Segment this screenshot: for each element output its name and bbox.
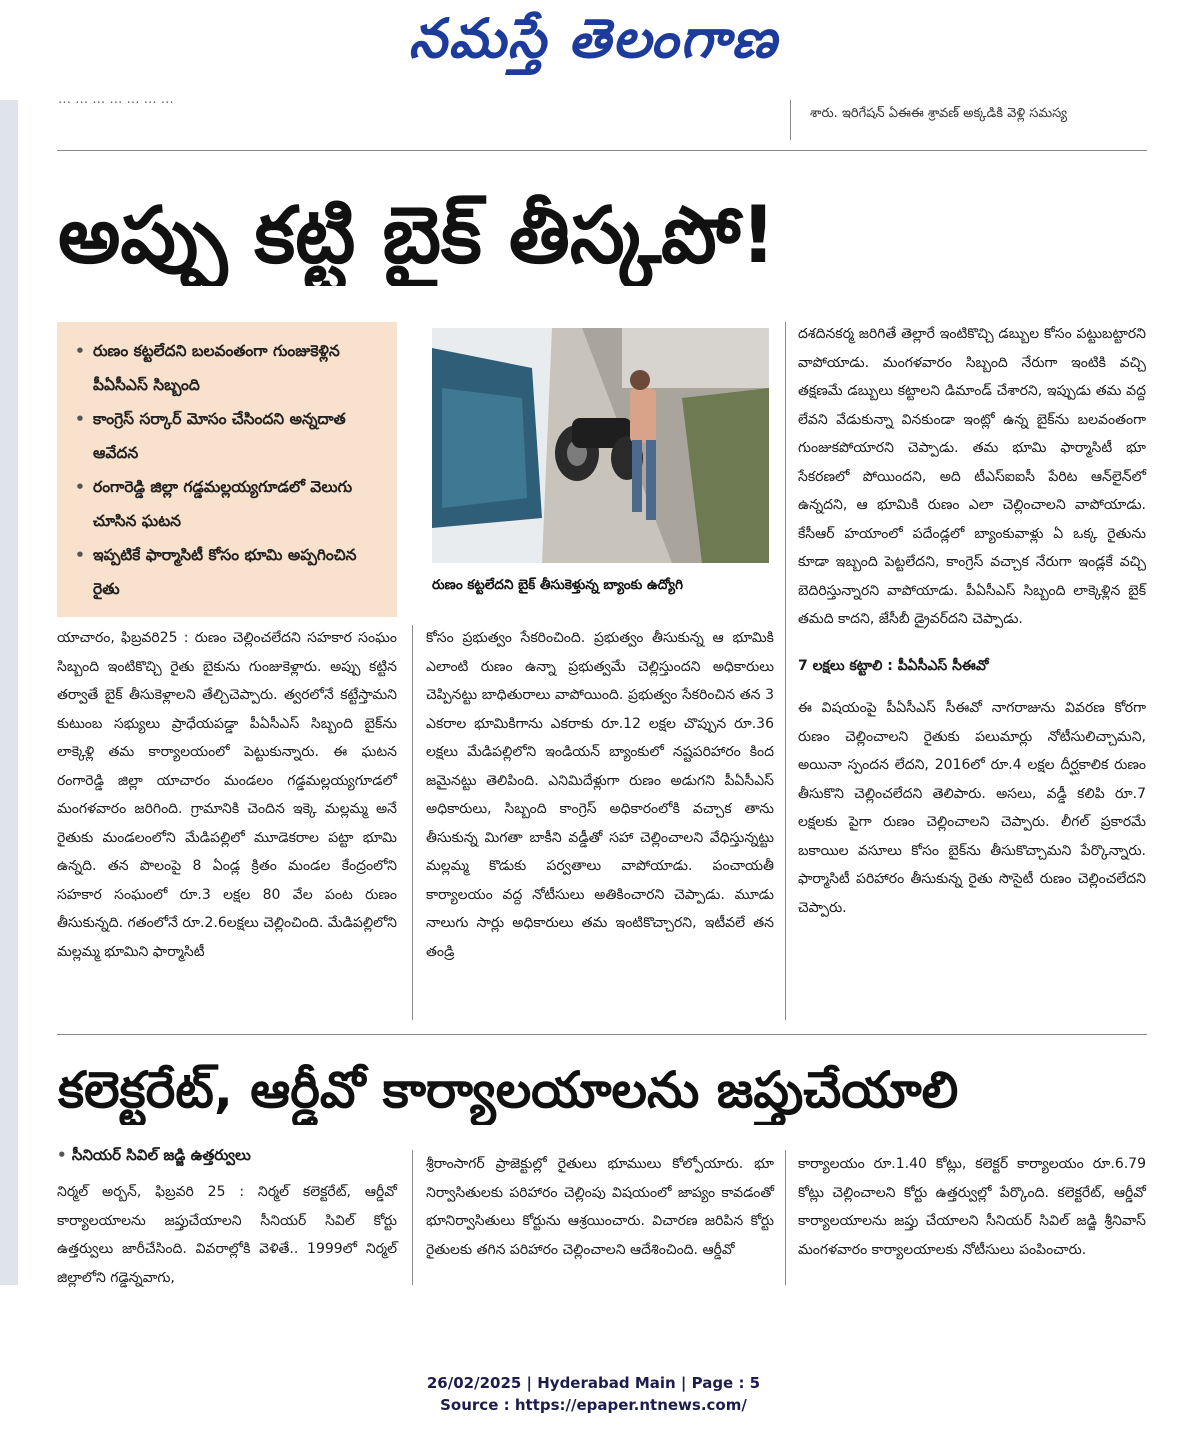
story2-col3-text: కార్యాలయం రూ.1.40 కోట్లు, కలెక్టర్ కార్యాలయం రూ.6.79 కోట్లు చెల్లించాలని కోర్టు ఉత్తర్వుల్లో పేర్కొంది. కలెక్టరేట్, ఆర్డీవో కార్యాలయాలను జప్తు చేయాలని సీనియర్ సివిల్ జడ్జి శ్రీనివాస్ మంగళవారం కార్యాలయాలకు నోటీసులు పంపించారు. <box>798 1156 1146 1258</box>
story1-column-3 <box>798 320 1146 922</box>
column-divider <box>412 625 413 1020</box>
column-divider <box>412 1150 413 1285</box>
story1-headline: అప్పు కట్టి బైక్ తీస్కపో! <box>58 191 777 281</box>
highlight-item: • రంగారెడ్డి జిల్లా గడ్డమల్లయ్యగూడలో వెలుగు చూసిన ఘటన <box>75 470 387 538</box>
story1-col2-text: కోసం ప్రభుత్వం సేకరించింది. ప్రభుత్వం తీసుకున్న ఆ భూమికి ఎలాంటి రుణం ఉన్నా ప్రభుత్వమే చెల్లిస్తుందని అధికారులు చెప్పినట్టు బాధితురాలు వాపోయింది. ప్రభుత్వం సేకరించిన తన 3 ఎకరాల భూమికిగాను ఎకరాకు రూ.12 లక్షల చొప్పున రూ.36 లక్షలు మేడిపల్లిలోని ఇండియన్ బ్యాంకులో నష్టపరిహారం కింద జమైనట్టు తెలిపింది. ఎనిమిదేళ్లుగా రుణం అడుగని పీఏసీఎస్ అధికారులు, సిబ్బంది కాంగ్రెస్ అధికారంలోకి వచ్చాక తాను తీసుకున్న మిగతా బాకీని వడ్డీతో సహా చెల్లించాలని వేధిస్తున్నట్టు మల్లమ్మ కొడుకు పర్వతాలు వాపోయాడు. పంచాయతీ కార్యాలయం వద్ద నోటీసులు అతికించారని చెప్పాడు. మూడు నాలుగు సార్లు అధికారులు తమ ఇంటికొచ్చారని, ఇటీవలే తన తండ్రి <box>426 630 774 960</box>
bank-employee-bike-photo <box>432 328 769 563</box>
story1-col1-text: యాచారం, ఫిబ్రవరి25 : రుణం చెల్లించలేదని సహకార సంఘం సిబ్బంది ఇంటికొచ్చి రైతు బైకును గుంజుకెళ్లారు. అప్పు కట్టిన తర్వాతే బైక్ తీసుకెళ్లాలని తేల్చిచెప్పారు. త్వరలోనే కట్టేస్తామని కుటుంబ సభ్యులు ప్రాధేయపడ్డా పీఏసీఎస్ సిబ్బంది బైక్‌ను లాక్కెళ్లి తమ కార్యాలయంలో పెట్టుకున్నారు. ఈ ఘటన రంగారెడ్డి జిల్లా యాచారం మండలం గడ్డమల్లయ్యగూడలో మంగళవారం జరిగింది. గ్రామానికి చెందిన ఇక్కె మల్లమ్మ అనే రైతుకు మండలంలోని మేడిపల్లిలో మూడెకరాల పట్టా భూమి ఉన్నది. తన పొలంపై 8 ఏండ్ల క్రితం మండల కేంద్రంలోని సహకార సంఘంలో రూ.3 లక్షల 80 వేల పంట రుణం తీసుకున్నది. గతంలోనే రూ.2.6లక్షలు చెల్లించింది. మేడిపల్లిలోని మల్లమ్మ భూమిని ఫార్మాసిటీ <box>57 630 397 960</box>
story2-col2-text: శ్రీరాంసాగర్ ప్రాజెక్టుల్లో రైతులు భూములు కోల్పోయారు. భూ నిర్వాసితులకు పరిహారం చెల్లింపు విషయంలో జాప్యం కావడంతో భూనిర్వాసితులు కోర్టును ఆశ్రయించారు. విచారణ జరిపిన కోర్టు రైతులకు తగిన పరిహారం చెల్లించాలని ఆదేశించింది. ఆర్డీవో <box>426 1156 774 1258</box>
top-strip-left-text: … … … … … … … <box>58 92 174 107</box>
story1-photo <box>432 328 769 563</box>
story1-col3a-text: దశదినకర్మ జరిగితే తెల్లారే ఇంటికొచ్చి డబ్బుల కోసం పట్టుబట్టారని వాపోయాడు. మంగళవారం సిబ్బంది నేరుగా ఇంటికి వచ్చి తక్షణమే డబ్బులు కట్టాలని డిమాండ్ చేశారని, ఇప్పుడు తమ వద్ద లేవని వేడుకున్నా వినకుండా ఇంట్లో ఉన్న బైక్‌ను బలవంతంగా గుంజుకపోయారని చెప్పాడు. తమ భూమి ఫార్మాసిటీ భూ సేకరణలో పోయిందని, అది టీఎస్‌ఐఐసీ పేరిట ఆన్‌లైన్‌లో ఉన్నదని, ఆ భూమికి రుణం ఎలా చెల్లించాలని వాపోయాడు. కేసీఆర్ హయాంలో పదేండ్లలో బ్యాంకువాళ్లు ఏ ఒక్క రైతును కూడా ఇబ్బంది పెట్టలేదని, కాంగ్రెస్ వచ్చాక నేరుగా ఇండ్లకే వచ్చి బెదిరిస్తున్నారని వాపోయాడు. పీఏసీఎస్ సిబ్బంది లాక్కెళ్లిన బైక్ తమది కాదని, జేసీబీ డ్రైవర్‌దని చెప్పాడు. <box>798 326 1146 627</box>
story1-highlights-box <box>57 322 397 617</box>
highlight-item: • కాంగ్రెస్ సర్కార్ మోసం చేసిందని అన్నదాత ఆవేదన <box>75 402 387 470</box>
story2-column-1 <box>57 1178 397 1292</box>
footer-edition-line: 26/02/2025 | Hyderabad Main | Page : 5 <box>426 1374 761 1392</box>
highlight-item: • రుణం కట్టలేదని బలవంతంగా గుంజుకెళ్లిన పీఏసీఎస్ సిబ్బంది <box>75 334 387 402</box>
story1-photo-caption: రుణం కట్టలేదని బైక్ తీసుకెళ్తున్న బ్యాంకు ఉద్యోగి <box>432 577 683 593</box>
column-divider <box>785 322 786 1020</box>
page-footer <box>0 1372 1187 1416</box>
story2-col1-text: నిర్మల్ అర్బన్, ఫిబ్రవరి 25 : నిర్మల్ కలెక్టరేట్, ఆర్డీవో కార్యాలయాలను జప్తుచేయాలని సీనియర్ సివిల్ కోర్టు ఉత్తర్వులు జారీచేసింది. వివరాల్లోకి వెళితే.. 1999లో నిర్మల్ జిల్లాలోని గడ్డెన్నవాగు, <box>57 1184 397 1286</box>
top-strip-right-text: శారు. ఇరిగేషన్ ఏఈఈ శ్రావణ్ అక్కడికి వెళ్లి సమస్య <box>810 106 1068 121</box>
footer-source-line[interactable]: Source : https://epaper.ntnews.com/ <box>440 1396 747 1414</box>
page-edge-strip <box>0 100 18 1285</box>
story2-sub-bullet: • సీనియర్ సివిల్ జడ్జి ఉత్తర్వులు <box>57 1146 251 1168</box>
highlight-item: • ఇప్పటికే ఫార్మాసిటీ కోసం భూమి అప్పగించిన రైతు <box>75 538 387 606</box>
story1-col3-subhead: 7 లక్షలు కట్టాలి : పీఏసీఎస్ సీఈవో <box>798 657 989 674</box>
story2-headline: కలెక్టరేట్, ఆర్డీవో కార్యాలయాలను జప్తుచేయాలి <box>58 1061 959 1119</box>
story1-col3b-text: ఈ విషయంపై పీఏసీఎస్ సీఈవో నాగరాజును వివరణ కోరగా రుణం చెల్లించాలని రైతుకు పలుమార్లు నోటీసులిచ్చామని, అయినా స్పందన లేదని, 2016లో రూ.4 లక్షల దీర్ఘకాలిక రుణం తీసుకొని చెల్లించలేదని తెలిపారు. అసలు, వడ్డీ కలిపి రూ.7 లక్షలకు పైగా రుణం చెల్లించాలని చెప్పారు. లీగల్ ప్రకారమే బకాయిల వసూలు కోసం బైక్‌ను తీసుకొచ్చామని పేర్కొన్నారు. ఫార్మాసిటీ పరిహారం తీసుకున్న రైతు సొసైటీ రుణం చెల్లించలేదని చెప్పారు. <box>798 700 1146 916</box>
top-rule <box>57 150 1147 151</box>
story-separator-rule <box>57 1034 1147 1035</box>
column-divider <box>785 1150 786 1285</box>
story2-column-3 <box>798 1150 1146 1264</box>
story2-column-2 <box>426 1150 774 1264</box>
masthead-logo: నమస్తే తెలంగాణ <box>408 6 779 70</box>
story1-column-2 <box>426 624 774 966</box>
story1-column-1 <box>57 624 397 966</box>
top-strip-divider <box>790 100 791 140</box>
